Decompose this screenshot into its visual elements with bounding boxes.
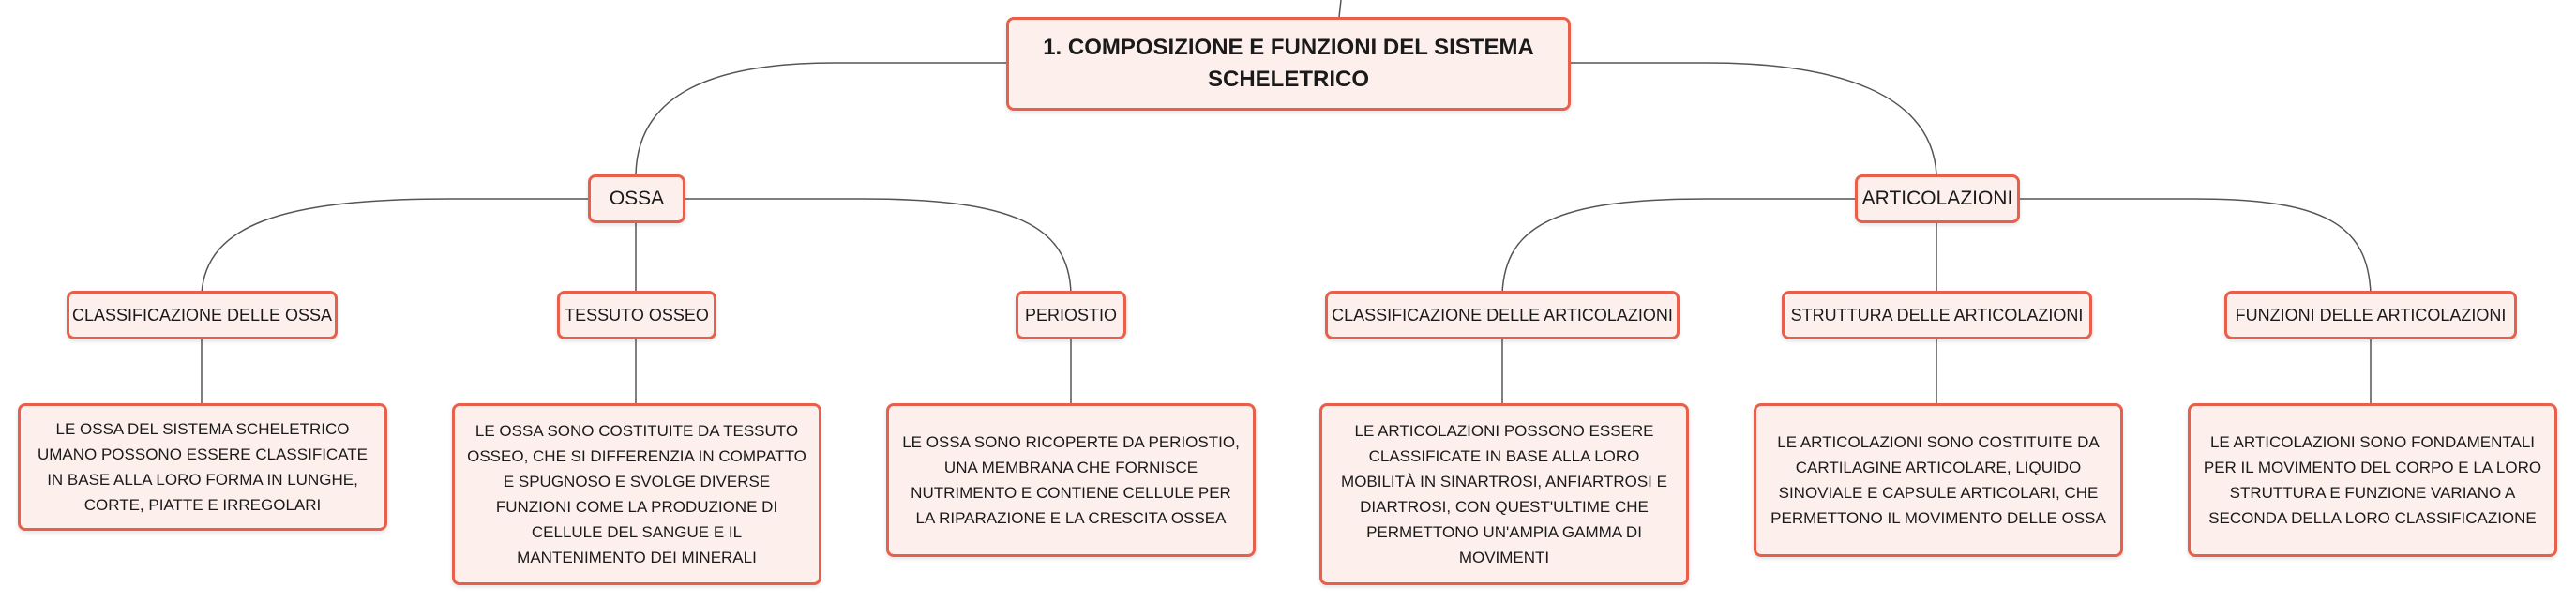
detail-text: LE ARTICOLAZIONI SONO FONDAMENTALI PER IL MOVIMENTO DEL CORPO E LA LORO STRUTTURA E FUNZIONE VARIANO A SECONDA DELLA LORO CLASSIFICAZIONE [2203, 433, 2542, 527]
detail-text: LE OSSA DEL SISTEMA SCHELETRICO UMANO POSSONO ESSERE CLASSIFICATE IN BASE ALLA LORO FORMA IN LUNGHE, CORTE, PIATTE E IRREGOLARI [37, 420, 369, 514]
connector-root-ossa [636, 63, 1006, 174]
topic-ossa[interactable] [588, 174, 685, 223]
subtopic-classificazione-ossa[interactable] [67, 291, 338, 339]
subtopic-label: STRUTTURA DELLE ARTICOLAZIONI [1790, 305, 2084, 324]
subtopic-classificazione-articolazioni[interactable] [1325, 291, 1680, 339]
subtopic-label: CLASSIFICAZIONE DELLE ARTICOLAZIONI [1332, 305, 1673, 324]
subtopic-funzioni-articolazioni[interactable] [2224, 291, 2517, 339]
connector-root-articolazioni [1571, 63, 1936, 174]
root-topic-title: 1. COMPOSIZIONE E FUNZIONI DEL SISTEMA SCHELETRICO [1043, 35, 1534, 92]
subtopic-periostio[interactable] [1016, 291, 1126, 339]
detail-periostio[interactable] [886, 403, 1256, 557]
detail-struttura-articolazioni[interactable] [1754, 403, 2123, 557]
topic-ossa-label: OSSA [609, 188, 665, 209]
detail-funzioni-articolazioni[interactable] [2188, 403, 2557, 557]
connector-art-funzioni [2020, 199, 2371, 294]
detail-text: LE OSSA SONO COSTITUITE DA TESSUTO OSSEO, CHE SI DIFFERENZIA IN COMPATTO E SPUGNOSO E SVOLGE DIVERSE FUNZIONI COME LA PRODUZIONE DI CELLULE DEL SANGUE E IL MANTENIMENTO DEI MINERALI [467, 422, 806, 566]
detail-text: LE OSSA SONO RICOPERTE DA PERIOSTIO, UNA MEMBRANA CHE FORNISCE NUTRIMENTO E CONTIENE CELLULE PER LA RIPARAZIONE E LA CRESCITA OSSEA [902, 433, 1240, 527]
topic-articolazioni[interactable] [1855, 174, 2020, 223]
detail-text: LE ARTICOLAZIONI SONO COSTITUITE DA CARTILAGINE ARTICOLARE, LIQUIDO SINOVIALE E CAPSULE ARTICOLARI, CHE PERMETTONO IL MOVIMENTO DELLE OSSA [1770, 433, 2106, 527]
connector-art-classificazione [1502, 199, 1855, 294]
detail-classificazione-articolazioni[interactable] [1319, 403, 1689, 585]
topic-articolazioni-label: ARTICOLAZIONI [1861, 188, 2013, 209]
connector-ossa-classificazione [202, 199, 588, 294]
subtopic-tessuto-osseo[interactable] [557, 291, 716, 339]
detail-classificazione-ossa[interactable] [18, 403, 387, 531]
root-topic[interactable] [1006, 17, 1571, 111]
subtopic-label: CLASSIFICAZIONE DELLE OSSA [71, 305, 333, 324]
subtopic-label: TESSUTO OSSEO [565, 305, 709, 324]
subtopic-label: FUNZIONI DELLE ARTICOLAZIONI [2235, 305, 2507, 324]
subtopic-label: PERIOSTIO [1024, 305, 1117, 324]
subtopic-struttura-articolazioni[interactable] [1782, 291, 2092, 339]
connector-ossa-periostio [685, 199, 1071, 294]
detail-text: LE ARTICOLAZIONI POSSONO ESSERE CLASSIFICATE IN BASE ALLA LORO MOBILITÀ IN SINARTROSI, ANFIARTROSI E DIARTROSI, CON QUEST'ULTIME CHE PERMETTONO UN'AMPIA GAMMA DI MOVIMENTI [1341, 422, 1667, 566]
detail-tessuto-osseo[interactable] [452, 403, 821, 585]
connector-top [1339, 0, 1341, 17]
